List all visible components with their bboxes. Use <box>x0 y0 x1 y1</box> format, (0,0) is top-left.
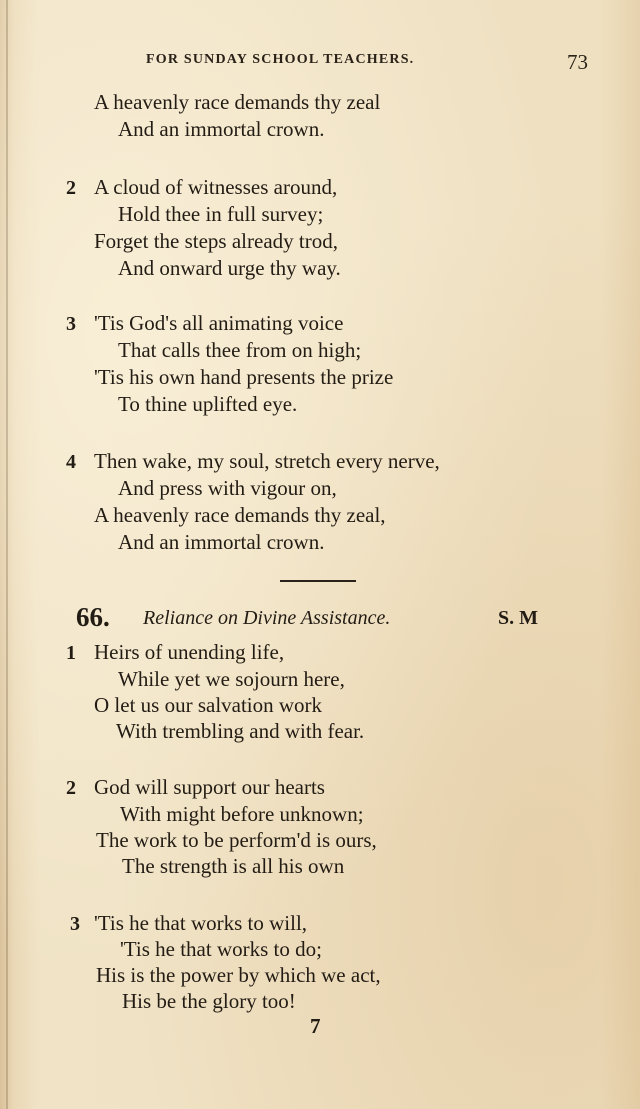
verse-line: With trembling and with fear. <box>116 719 365 743</box>
verse-number: 1 <box>66 642 76 664</box>
verse-line: 'Tis his own hand presents the prize <box>94 365 394 389</box>
verse-line: The work to be perform'd is ours, <box>96 828 377 852</box>
section-divider <box>280 580 356 582</box>
signature-mark: 7 <box>310 1014 321 1038</box>
verse-line: Heirs of unending life, <box>94 640 285 664</box>
verse-line: With might before unknown; <box>120 802 364 826</box>
verse-number: 2 <box>66 777 76 799</box>
verse-line: His is the power by which we act, <box>96 963 381 987</box>
verse-number: 4 <box>66 451 76 473</box>
verse-line: His be the glory too! <box>122 989 296 1013</box>
verse-line: 'Tis he that works to do; <box>120 937 322 961</box>
verse-line: A cloud of witnesses around, <box>94 175 338 199</box>
verse-number: 3 <box>66 313 76 335</box>
verse-number: 2 <box>66 177 76 199</box>
verse-line: And press with vigour on, <box>118 476 337 500</box>
verse-line: To thine uplifted eye. <box>118 392 298 416</box>
page-gutter <box>6 0 8 1109</box>
hymn-number: 66. <box>76 602 110 632</box>
running-head: FOR SUNDAY SCHOOL TEACHERS. <box>146 52 415 67</box>
verse-line: A heavenly race demands thy zeal <box>94 90 381 114</box>
verse-line: The strength is all his own <box>122 854 345 878</box>
verse-line: Forget the steps already trod, <box>94 229 338 253</box>
hymn-title: Reliance on Divine Assistance. <box>143 607 391 629</box>
verse-number: 3 <box>70 913 80 935</box>
verse-line: That calls thee from on high; <box>118 338 362 362</box>
verse-line: While yet we sojourn here, <box>118 667 345 691</box>
verse-line: And onward urge thy way. <box>118 256 341 280</box>
verse-line: 'Tis he that works to will, <box>94 911 308 935</box>
verse-line: Hold thee in full survey; <box>118 202 324 226</box>
verse-line: A heavenly race demands thy zeal, <box>94 503 386 527</box>
verse-line: 'Tis God's all animating voice <box>94 311 344 335</box>
verse-line: And an immortal crown. <box>118 117 325 141</box>
hymn-meter: S. M <box>498 607 538 629</box>
page-number: 73 <box>567 50 588 74</box>
verse-line: O let us our salvation work <box>94 693 323 717</box>
verse-line: God will support our hearts <box>94 775 325 799</box>
verse-line: And an immortal crown. <box>118 530 325 554</box>
verse-line: Then wake, my soul, stretch every nerve, <box>94 449 440 473</box>
